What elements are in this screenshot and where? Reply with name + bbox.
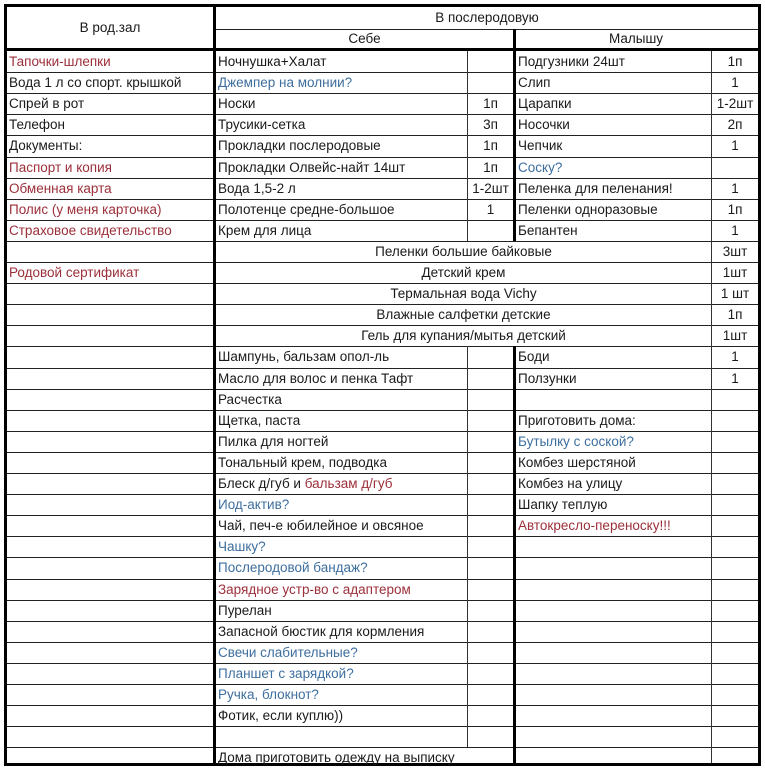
shared-item-qty: 1шт [722,328,748,344]
baby-item-qty [712,431,758,452]
self-item-text: Пурелан [218,602,272,618]
self-item-qty: 1 [486,201,495,217]
shared-item-qty: 1шт [722,265,748,280]
self-item [216,642,467,663]
self-item [216,600,467,621]
baby-item-qty: 1 [731,75,739,91]
self-item: Прокладки Олвейс-найт 14шт [218,159,406,175]
self-item: Трусики-сетка [218,117,306,133]
birth-room-item: Тапочки-шлепки [9,54,111,69]
baby-item: Ползунки [518,370,577,386]
self-item-extra: бальзам д/губ [304,476,393,491]
self-item [216,368,467,389]
self-item [216,389,467,410]
self-item-text: Иод-актив? [218,497,290,513]
self-item-qty [468,220,513,241]
self-item-qty [468,72,513,93]
baby-item: Боди [518,349,550,365]
self-item [216,536,467,557]
baby-item: Пеленка для пеленания! [518,180,673,196]
baby-item-qty [712,157,758,178]
self-item-text: Шампунь, бальзам опол-ль [218,349,390,365]
baby-item-qty [712,452,758,473]
self-item-text: Щетка, паста [218,412,301,428]
shared-item-qty: 3шт [722,243,748,259]
header-baby: Малышу [608,31,664,46]
baby-item: Шапку теплую [518,497,608,513]
baby-item [516,389,711,410]
baby-item-qty: 1п [727,201,743,217]
self-item-text: Расчестка [218,391,282,407]
self-item-qty [468,51,513,72]
self-item [216,621,467,642]
baby-item: Автокресло-переноску!!! [518,518,671,534]
self-item [216,515,467,536]
baby-item: Пеленки одноразовые [518,201,658,217]
shared-item-qty: 1п [727,307,743,323]
column-divider [467,51,468,241]
baby-item-qty: 1п [727,54,743,69]
self-item [216,431,467,452]
birth-room-item: Полис (у меня карточка) [9,201,162,217]
birth-room-item: Паспорт и копия [9,159,112,175]
birth-room-item: Вода 1 л со спорт. крышкой [9,75,182,91]
baby-item: Подгузники 24шт [518,54,625,69]
baby-item-qty [712,494,758,515]
baby-item-qty: 1 [731,180,739,196]
column-divider [513,29,516,241]
self-item [216,346,467,367]
self-item: Полотенце средне-большое [218,201,395,217]
column-divider [711,51,712,763]
self-item-text: Фотик, если куплю)) [218,708,344,724]
baby-item-qty [712,410,758,431]
shared-item: Термальная вода Vichy [390,286,537,302]
self-item: Джемпер на молнии? [218,75,353,91]
self-item-qty: 1п [483,159,498,175]
birth-room-item: Спрей в рот [9,96,85,112]
baby-item: Бутылку с соской? [518,433,634,449]
self-item: Вода 1,5-2 л [218,180,296,196]
baby-item: Бепантен [518,222,578,238]
shared-item: Пеленки большие байковые [375,243,552,259]
baby-item-qty [712,515,758,536]
self-item-qty: 3п [483,117,498,133]
self-item-text: Дома приготовить одежду на выписку [218,750,455,766]
shared-item-qty: 1 шт [720,286,750,302]
baby-item-qty: 1 [731,370,739,386]
baby-item-qty: 1 [731,349,739,365]
column-divider [513,346,516,763]
baby-item-qty [712,389,758,410]
self-item-qty: 1п [483,96,498,112]
self-item-text: Зарядное устр-во с адаптером [218,581,411,597]
baby-item: Соску? [518,159,563,175]
self-item [216,663,467,684]
self-item-text: Ручка, блокнот? [218,687,319,702]
self-item-text: Свечи слабительные? [218,644,358,660]
self-item [216,747,513,768]
self-item: Ночнушка+Халат [218,54,327,69]
self-item-text: Блеск д/губ и [218,476,305,491]
self-item [216,494,467,515]
baby-item: Слип [518,75,551,91]
self-item-text: Масло для волос и пенка Тафт [218,370,414,386]
self-item [216,726,467,747]
baby-item-qty [712,473,758,494]
shared-item: Детский крем [421,265,506,280]
baby-item-qty: 1 [731,138,739,154]
self-item: Носки [218,96,256,112]
self-item [216,473,467,494]
self-item-text: Чашку? [218,539,266,555]
row-divider [213,29,758,30]
baby-item-qty: 2п [727,117,743,133]
self-item-text: Послеродовой бандаж? [218,560,368,576]
self-item [216,684,467,705]
baby-item: Чепчик [518,138,563,154]
self-item [216,557,467,578]
birth-room-item: Телефон [9,117,66,133]
column-divider [467,346,468,747]
column-divider [213,7,216,763]
self-item [216,410,467,431]
baby-item-qty: 1 [731,222,739,238]
self-item [216,452,467,473]
self-item [216,705,467,726]
header-postpartum: В послеродовую [435,10,539,25]
baby-item-qty: 1-2шт [716,96,754,112]
birth-room-item: Документы: [9,138,83,154]
shared-item: Влажные салфетки детские [376,307,551,323]
self-item-qty: 1п [483,138,498,154]
header-birth-room: В род.зал [79,20,141,35]
baby-item: Царапки [518,96,572,112]
baby-item: Приготовить дома: [518,412,636,428]
self-item: Крем для лица [218,222,312,238]
baby-item: Комбез на улицу [518,476,623,491]
birth-room-item [7,241,213,262]
self-item-text: Планшет с зарядкой? [218,665,354,681]
self-item: Прокладки послеродовые [218,138,381,154]
self-item-text: Чай, печ-е юбилейное и овсяное [218,518,424,534]
birth-room-item: Страховое свидетельство [9,222,172,238]
checklist-table [4,4,761,766]
shared-item: Гель для купания/мытья детский [361,328,566,344]
birth-room-item: Обменная карта [9,180,112,196]
header-self: Себе [348,31,381,46]
birth-room-item: Родовой сертификат [9,265,140,280]
self-item-qty: 1-2шт [472,180,509,196]
self-item-text: Запасной бюстик для кормления [218,623,425,639]
baby-item: Носочки [518,117,570,133]
self-item-text: Пилка для ногтей [218,433,329,449]
self-item [216,579,467,600]
self-item-text: Тональный крем, подводка [218,454,387,470]
baby-item: Комбез шерстяной [518,454,636,470]
